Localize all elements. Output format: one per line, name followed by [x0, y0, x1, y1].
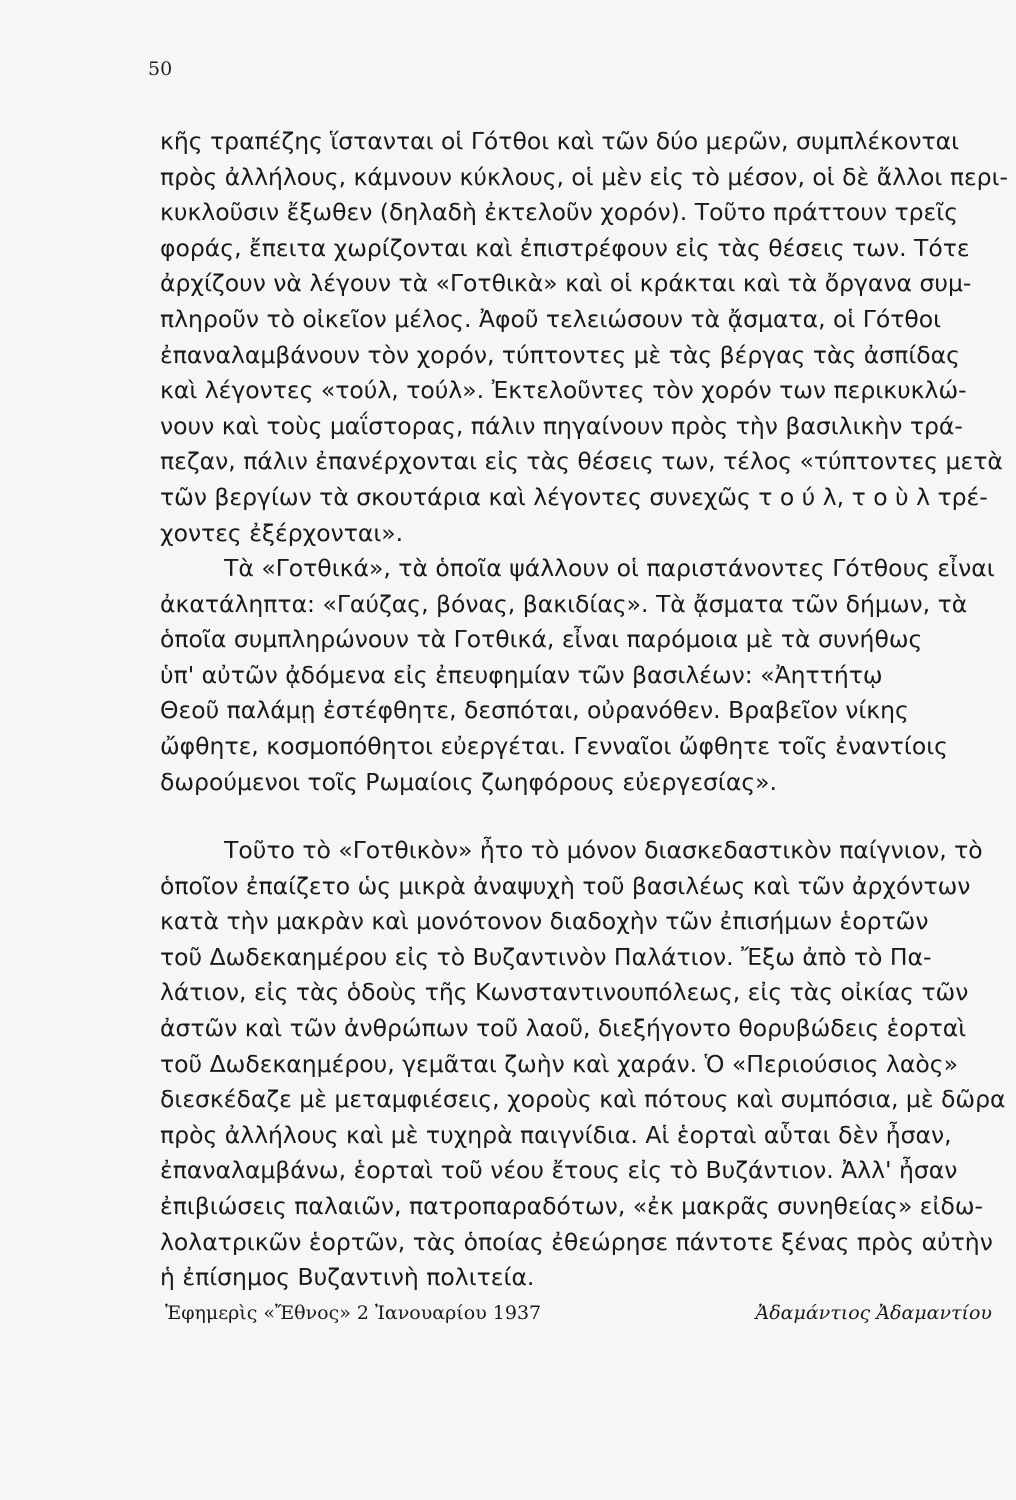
page-number: 50 [148, 58, 173, 80]
text-line: δωρούμενοι τοῖς Ρωμαίοις ζωηφόρους εὐεργεσίας». [160, 767, 778, 796]
text-line: φοράς, ἔπειτα χωρίζονται καὶ ἐπιστρέφουν εἰς τὰς θέσεις των. Τότε [160, 233, 970, 262]
paragraph-3 [160, 833, 1010, 1296]
text-line: ὁποῖα συμπληρώνουν τὰ Γοτθικά, εἶναι παρόμοια μὲ τὰ συνήθως [160, 625, 923, 654]
text-line: χοντες ἐξέρχονται». [160, 518, 404, 547]
text-line: διεσκέδαζε μὲ μεταμφιέσεις, χοροὺς καὶ πότους καὶ συμπόσια, μὲ δῶρα [160, 1085, 1006, 1114]
text-line: ἐπαναλαμβάνω, ἑορταὶ τοῦ νέου ἔτους εἰς τὸ Βυζάντιον. Ἀλλ' ἦσαν [160, 1156, 958, 1185]
text-line: κυκλοῦσιν ἔξωθεν (δηλαδὴ ἐκτελοῦν χορόν). Τοῦτο πράττουν τρεῖς [160, 198, 958, 227]
text-line: ἡ ἐπίσημος Βυζαντινὴ πολιτεία. [160, 1263, 535, 1292]
text-line: πληροῦν τὸ οἰκεῖον μέλος. Ἀφοῦ τελειώσουν τὰ ᾄσματα, οἱ Γότθοι [160, 304, 942, 333]
footer-source: Ἐφημερὶς «Ἔθνος» 2 Ἰανουαρίου 1937 [165, 1302, 542, 1324]
text-line: ὑπ' αὐτῶν ᾀδόμενα εἰς ἐπευφημίαν τῶν βασιλέων: «Ἀηττήτῳ [160, 660, 883, 689]
text-line: πρὸς ἀλλήλους καὶ μὲ τυχηρὰ παιγνίδια. Αἱ ἑορταὶ αὗται δὲν ἦσαν, [160, 1120, 952, 1149]
text-line: τοῦ Δωδεκαημέρου εἰς τὸ Βυζαντινὸν Παλάτιον. Ἔξω ἀπὸ τὸ Πα- [160, 942, 932, 971]
text-line: ἀστῶν καὶ τῶν ἀνθρώπων τοῦ λαοῦ, διεξήγοντο θορυβώδεις ἑορταὶ [160, 1013, 967, 1042]
text-line: ὁποῖον ἐπαίζετο ὡς μικρὰ ἀναψυχὴ τοῦ βασιλέως καὶ τῶν ἀρχόντων [160, 871, 971, 900]
text-line: λάτιον, εἰς τὰς ὁδοὺς τῆς Κωνσταντινουπόλεως, εἰς τὰς οἰκίας τῶν [160, 978, 969, 1007]
text-line: κατὰ τὴν μακρὰν καὶ μονότονον διαδοχὴν τῶν ἐπισήμων ἑορτῶν [160, 907, 929, 936]
footer-author: Ἀδαμάντιος Ἀδαμαντίου [755, 1302, 992, 1324]
text-line: Θεοῦ παλάμῃ ἐστέφθητε, δεσπόται, οὐρανόθεν. Βραβεῖον νίκης [160, 696, 909, 725]
paragraph-2 [160, 551, 1010, 800]
text-line: τοῦ Δωδεκαημέρου, γεμᾶται ζωὴν καὶ χαράν. Ὁ «Περιούσιος λαὸς» [160, 1049, 958, 1078]
text-line: ἐπαναλαμβάνουν τὸν χορόν, τύπτοντες μὲ τὰς βέργας τὰς ἀσπίδας [160, 340, 960, 369]
paragraph-1 [160, 124, 1010, 551]
text-line: Τὰ «Γοτθικά», τὰ ὁποῖα ψάλλουν οἱ παριστάνοντες Γότθους εἶναι [224, 554, 995, 582]
text-line: κῆς τραπέζης ἵστανται οἱ Γότθοι καὶ τῶν δύο μερῶν, συμπλέκονται [160, 127, 960, 155]
text-line: λολατρικῶν ἑορτῶν, τὰς ὁποίας ἐθεώρησε πάντοτε ξένας πρὸς αὐτὴν [160, 1227, 993, 1256]
text-line: ἐπιβιώσεις παλαιῶν, πατροπαραδότων, «ἐκ μακρᾶς συνηθείας» εἰδω- [160, 1191, 983, 1220]
text-line: ἀκατάληπτα: «Γαύζας, βόνας, βακιδίας». Τὰ ᾄσματα τῶν δήμων, τὰ [160, 589, 968, 618]
text-line: καὶ λέγοντες «τούλ, τούλ». Ἐκτελοῦντες τὸν χορόν των περικυκλώ- [160, 376, 967, 405]
text-line: ἀρχίζουν νὰ λέγουν τὰ «Γοτθικὰ» καὶ οἱ κράκται καὶ τὰ ὄργανα συμ- [160, 269, 972, 298]
text-line: Τοῦτο τὸ «Γοτθικὸν» ἦτο τὸ μόνον διασκεδαστικὸν παίγνιον, τὸ [224, 836, 983, 864]
text-line: ὤφθητε, κοσμοπόθητοι εὐεργέται. Γενναῖοι ὤφθητε τοῖς ἐναντίοις [160, 731, 948, 760]
text-line: τῶν βεργίων τὰ σκουτάρια καὶ λέγοντες συνεχῶς τ ο ύ λ, τ ο ὺ λ τρέ- [160, 482, 988, 511]
text-line: νουν καὶ τοὺς μαΐστορας, πάλιν πηγαίνουν πρὸς τὴν βασιλικὴν τρά- [160, 411, 963, 440]
text-line: πεζαν, πάλιν ἐπανέρχονται εἰς τὰς θέσεις των, τέλος «τύπτοντες μετὰ [160, 447, 1003, 476]
text-line: πρὸς ἀλλήλους, κάμνουν κύκλους, οἱ μὲν εἰς τὸ μέσον, οἱ δὲ ἄλλοι περι- [160, 162, 1009, 191]
